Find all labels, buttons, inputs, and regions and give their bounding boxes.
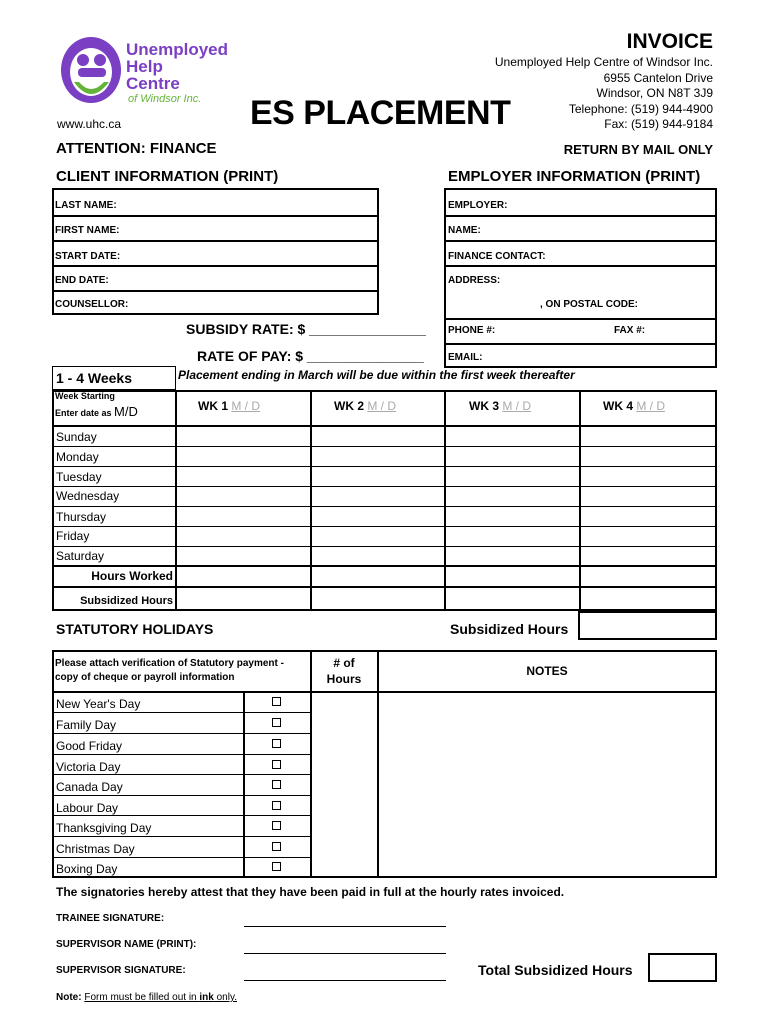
end-date-field[interactable]: END DATE: [55,275,109,286]
week-2-header[interactable] [334,399,396,413]
note-text-1: Form must be filled out in [84,992,200,1003]
day-tuesday: Tuesday [56,470,102,484]
fax: Fax: (519) 944-9184 [604,117,713,131]
checkbox-thanksgiving[interactable] [272,821,281,830]
week-starting-label: Week Starting [55,391,115,401]
checkbox-boxing-day[interactable] [272,862,281,871]
holiday-new-years: New Year's Day [56,697,141,711]
org-address [495,55,713,133]
md-format: M/D [114,404,138,419]
holiday-victoria-day: Victoria Day [56,760,121,774]
holiday-labour-day: Labour Day [56,801,119,815]
logo-line-2: Help [126,57,163,76]
week-1-label: WK 1 [198,399,228,413]
fax-field[interactable]: FAX #: [614,325,646,336]
day-friday: Friday [56,529,90,543]
week-3-date[interactable]: M / D [502,399,532,413]
week-range-label: 1 - 4 Weeks [56,370,133,386]
enter-date-text: Enter date as [55,408,112,418]
rate-of-pay-field[interactable]: RATE OF PAY: $ _______________ [197,348,424,364]
start-date-field[interactable]: START DATE: [55,251,121,262]
note-text-2: only. [213,992,238,1003]
subsidized-hours-label: Subsidized Hours [80,595,173,607]
week-2-label: WK 2 [334,399,364,413]
hours-column-header: # of Hours [326,656,362,686]
attestation-text: The signatories hereby attest that they have been paid in full at the hourly rates invoiced. [56,885,565,899]
checkbox-victoria-day[interactable] [272,760,281,769]
org-name: Unemployed Help Centre of Windsor Inc. [494,55,713,69]
employer-name-field[interactable]: NAME: [448,225,481,236]
counsellor-field[interactable]: COUNSELLOR: [55,299,129,310]
week-2-date[interactable]: M / D [367,399,397,413]
client-heading: CLIENT INFORMATION (PRINT) [56,168,279,185]
address-line-2: Windsor, ON N8T 3J9 [596,86,713,100]
supervisor-signature-line[interactable] [244,980,446,981]
logo-icon [60,36,124,108]
return-mail-label: RETURN BY MAIL ONLY [563,142,713,157]
holiday-subsidized-input[interactable] [578,611,717,640]
note-label: Note: [56,992,82,1003]
checkbox-canada-day[interactable] [272,780,281,789]
hours-worked-label: Hours Worked [91,569,173,583]
invoice-title: INVOICE [626,30,713,53]
holiday-good-friday: Good Friday [56,739,123,753]
note-text [84,992,237,1003]
holiday-family-day: Family Day [56,718,117,732]
day-thursday: Thursday [56,510,107,524]
holiday-canada-day: Canada Day [56,780,123,794]
postal-code-field[interactable]: , ON POSTAL CODE: [540,299,638,310]
footer-note [56,992,237,1003]
first-name-field[interactable]: FIRST NAME: [55,225,120,236]
day-wednesday: Wednesday [56,489,120,503]
day-sunday: Sunday [56,430,97,444]
week-1-date[interactable]: M / D [231,399,261,413]
holiday-thanksgiving: Thanksgiving Day [56,821,152,835]
trainee-signature-label: TRAINEE SIGNATURE: [56,913,165,924]
week-3-header[interactable] [469,399,531,413]
total-subsidized-label: Total Subsidized Hours [478,962,633,978]
enter-date-label [55,404,138,419]
website: www.uhc.ca [57,117,122,131]
note-ink: ink [199,992,214,1003]
week-4-label: WK 4 [603,399,633,413]
week-4-date[interactable]: M / D [636,399,666,413]
checkbox-family-day[interactable] [272,718,281,727]
employer-heading: EMPLOYER INFORMATION (PRINT) [448,168,701,185]
logo-line-3: Centre [126,74,180,93]
telephone: Telephone: (519) 944-4900 [568,101,713,116]
supervisor-name-label: SUPERVISOR NAME (PRINT): [56,939,197,950]
logo-line-1: Unemployed [126,40,229,59]
holidays-heading: STATUTORY HOLIDAYS [56,621,214,637]
week-3-label: WK 3 [469,399,499,413]
address-line-1: 6955 Cantelon Drive [603,70,713,85]
day-monday: Monday [56,450,99,464]
phone-field[interactable]: PHONE #: [448,325,496,336]
march-note: Placement ending in March will be due within the first week thereafter [178,368,575,382]
attach-note: Please attach verification of Statutory payment - copy of cheque or payroll information [55,658,284,683]
attention-label: ATTENTION: FINANCE [56,140,217,157]
checkbox-new-years[interactable] [272,697,281,706]
supervisor-signature-label: SUPERVISOR SIGNATURE: [56,965,186,976]
finance-contact-field[interactable]: FINANCE CONTACT: [448,251,546,262]
notes-column-header: NOTES [526,664,568,678]
checkbox-good-friday[interactable] [272,739,281,748]
holiday-christmas: Christmas Day [56,842,135,856]
week-1-header[interactable] [198,399,260,413]
address-field[interactable]: ADDRESS: [448,275,501,286]
employer-field[interactable]: EMPLOYER: [448,200,508,211]
supervisor-name-line[interactable] [244,953,446,954]
form-title: ES PLACEMENT [250,94,511,132]
week-4-header[interactable] [603,399,665,413]
total-subsidized-input[interactable] [648,953,717,982]
holiday-boxing-day: Boxing Day [56,862,118,876]
checkbox-labour-day[interactable] [272,801,281,810]
logo-subtitle: of Windsor Inc. [128,93,202,105]
holiday-subsidized-label: Subsidized Hours [450,621,569,637]
day-saturday: Saturday [56,549,105,563]
email-field[interactable]: EMAIL: [448,352,483,363]
logo [60,36,250,116]
subsidy-rate-field[interactable]: SUBSIDY RATE: $ _______________ [186,321,426,337]
trainee-signature-line[interactable] [244,926,446,927]
last-name-field[interactable]: LAST NAME: [55,200,117,211]
checkbox-christmas[interactable] [272,842,281,851]
